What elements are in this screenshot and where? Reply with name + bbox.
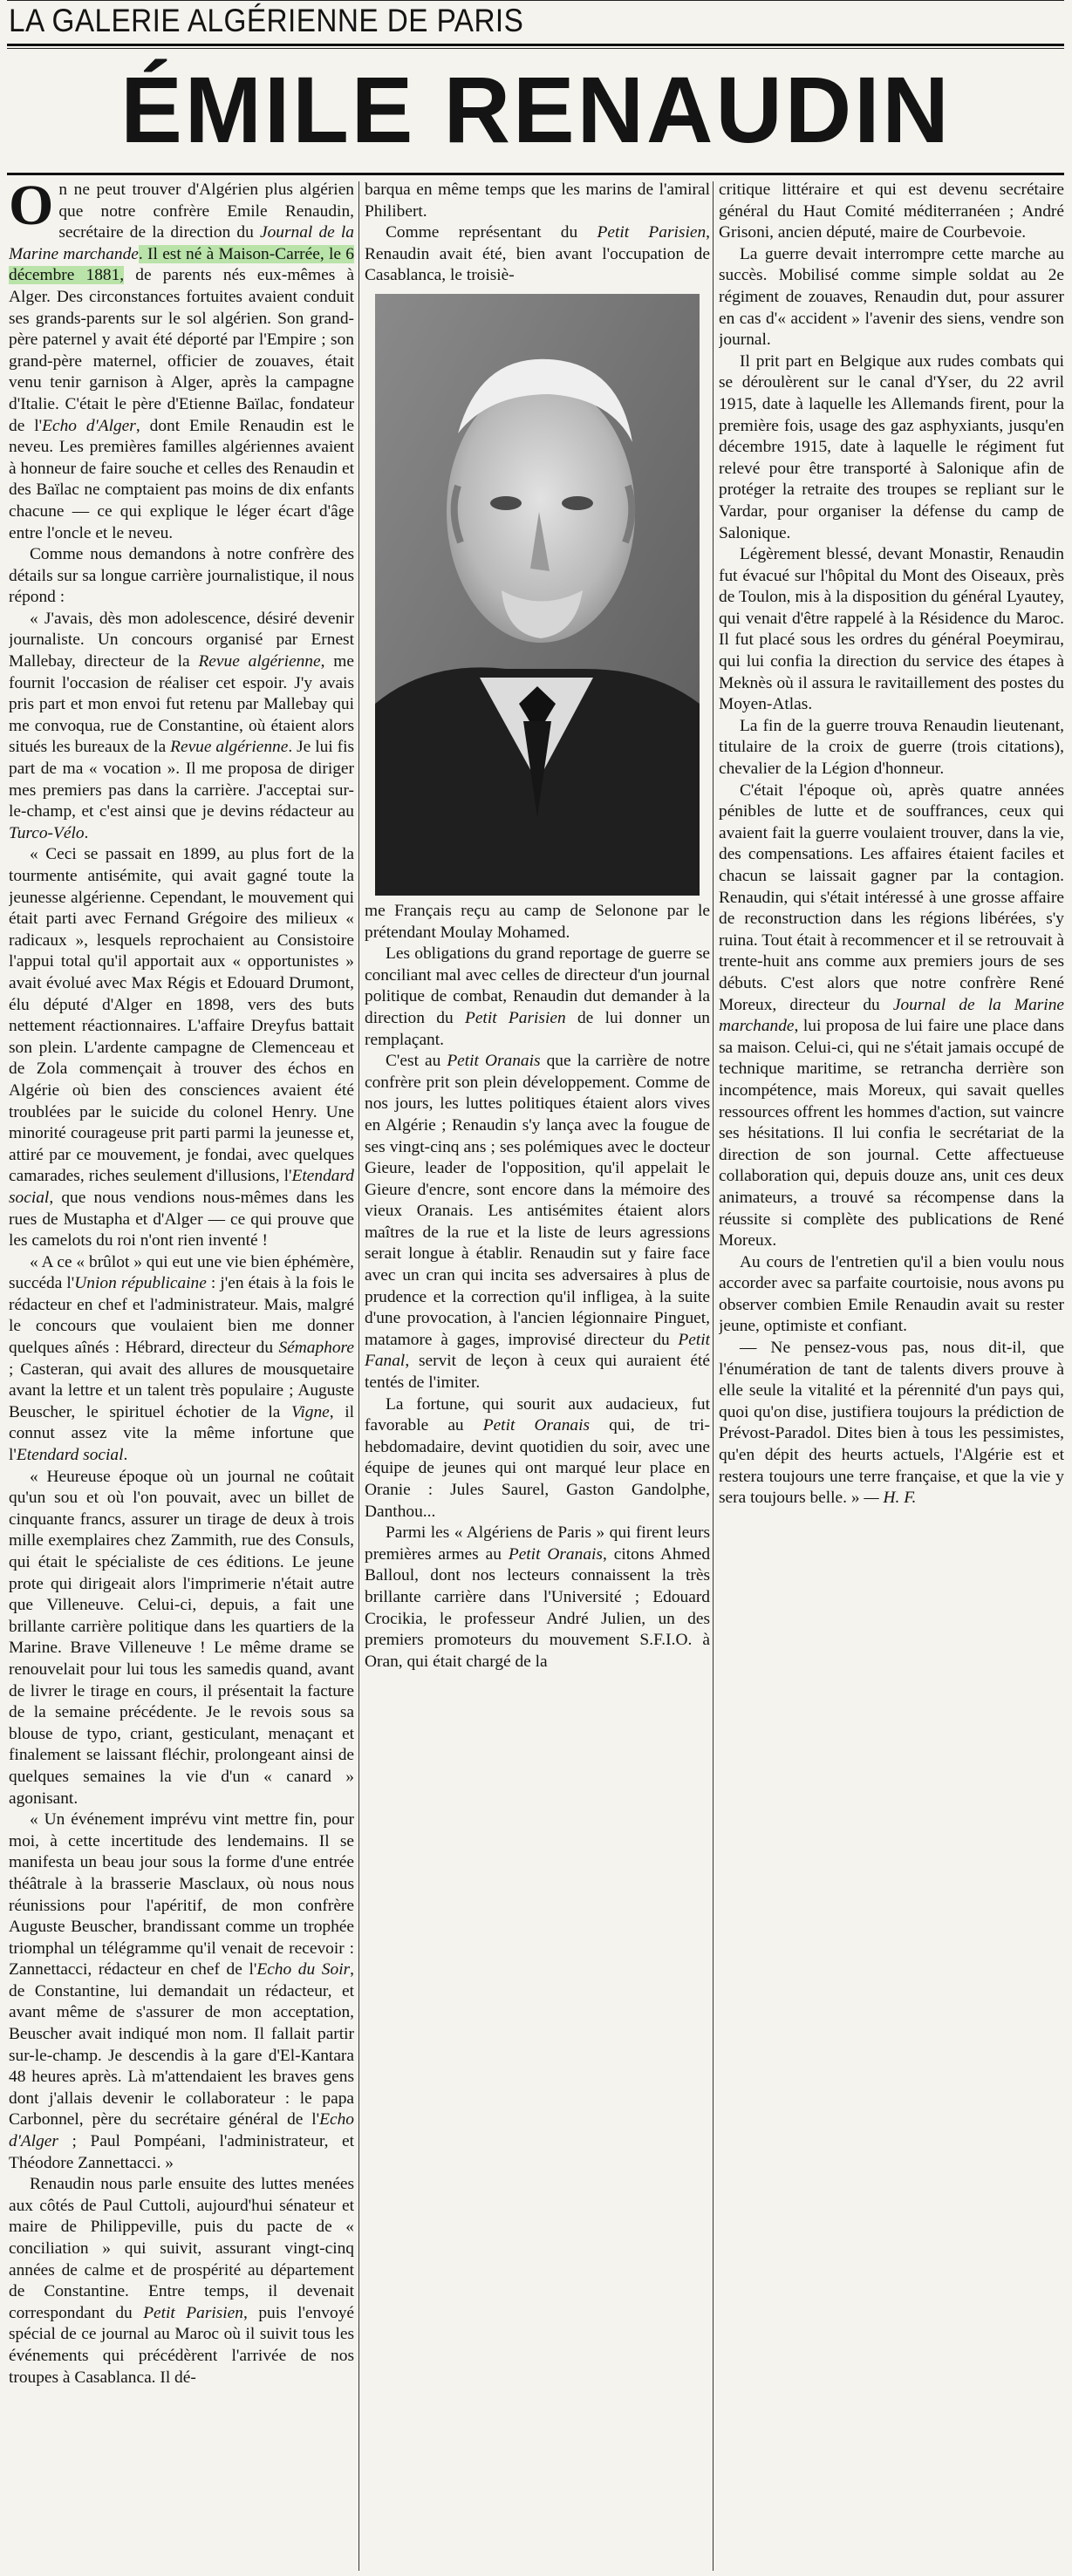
text-run: , que nous vendions nous-mêmes dans les rues de Mustapha et d'Alger — ce qui prouve que les camelots du roi n'ont rien inventé ! — [9, 1188, 354, 1251]
publication-name: Echo d'Alger — [42, 416, 136, 435]
publication-name: Petit Oranais — [508, 1544, 603, 1564]
paragraph — [365, 1051, 710, 1394]
text-run: Renaudin nous parle ensuite des luttes menées aux côtés de Paul Cuttoli, aujourd'hui sénateur et maire de Philippeville, puis du pacte de « conciliation » qui suivit, assurant vingt-cinq années de calme et de prospérité au département de Constantine. Entre temps, il devenait correspondant du — [9, 2175, 354, 2322]
column-divider-1 — [358, 181, 359, 2571]
portrait-photo — [375, 294, 700, 896]
article-title: ÉMILE RENAUDIN — [120, 57, 952, 162]
text-run: , puis l'envoyé spécial de ce journal au Maroc où il suivit tous les événements qui précédèrent l'arrivée de nos troupes à Casablanca. Il dé- — [9, 2303, 354, 2387]
text-run: : j'en étais à la fois le rédacteur en chef et l'administrateur. Mais, malgré le concours que voulaient bien me donner quelques aînés : Hébrard, directeur du — [9, 1274, 354, 1358]
text-run: n ne peut trouver d'Algérien plus algérien que notre confrère Emile Renaudin, secrétaire de la direction du — [58, 181, 354, 242]
portrait-image — [375, 294, 700, 896]
text-run: ; Casteran, qui avait des allures de mousquetaire avant la lettre et un talent très populaire ; Auguste Beuscher, le spirituel échotier de la — [9, 1360, 354, 1421]
publication-name: Turco-Vélo — [9, 823, 85, 842]
text-run: . — [84, 823, 89, 842]
paragraph — [9, 180, 354, 544]
publication-name: Vigne — [290, 1402, 330, 1421]
text-run: C'est au — [386, 1052, 447, 1071]
text-run: , Renaudin avait été, bien avant l'occupation de Casablanca, le troisiè- — [365, 223, 710, 285]
publication-name: Petit Oranais — [447, 1052, 541, 1071]
column-divider-2 — [713, 181, 714, 2571]
publication-name: Revue algérienne — [170, 738, 289, 757]
drop-cap: O — [9, 180, 54, 237]
publication-name: Petit Parisien — [464, 1008, 566, 1027]
publication-name: Echo du Soir — [256, 1960, 351, 1980]
publication-name: Sémaphore — [278, 1339, 354, 1358]
paragraph — [9, 2174, 354, 2389]
paragraph — [365, 222, 710, 287]
text-run: . — [123, 1446, 128, 1465]
publication-name: Petit Parisien — [143, 2303, 243, 2322]
text-run: , citons Ahmed Balloul, dont nos lecteurs connaissent la très brillante carrière dans l'Université ; Edouard Crocikia, le professeur André Julien, un des premiers promoteurs du mouvement S.F.I.O. à Oran, qui était chargé de la — [365, 1544, 710, 1671]
paragraph — [365, 1394, 710, 1523]
text-run: Parmi les « Algériens de Paris » qui firent leurs premières armes au — [365, 1523, 710, 1564]
paragraph — [719, 1338, 1064, 1509]
paragraph — [9, 844, 354, 1251]
publication-name: Journal de la Marine marchande — [9, 223, 354, 263]
text-run: , servit de leçon à ceux qui auraient été tentés de l'imiter. — [365, 1352, 710, 1393]
paragraph: barqua en même temps que les marins de l'amiral Philibert. — [365, 181, 710, 221]
publication-name: Revue algérienne — [198, 652, 321, 671]
text-run: de lui donner un remplaçant. — [365, 1008, 710, 1049]
text-run: « Un événement imprévu vint mettre fin, pour moi, à cette incertitude des lendemains. Il se manifesta un beau jour sous la forme d'une entrée théâtrale à la brasserie Masclaux, où nous nous réunissions pour l'apéritif, de mon confrère Auguste Beuscher, brandissant comme un trophée triomphal un télégramme qu'il venait de recevoir : Zannettacci, rédacteur en chef de l' — [9, 1810, 354, 1980]
paragraph: La fin de la guerre trouva Renaudin lieutenant, titulaire de la croix de guerre (trois citations), chevalier de la Légion d'honneur. — [719, 716, 1064, 779]
text-run: « A ce « brûlot » qui eut une vie bien éphémère, succéda l' — [9, 1252, 354, 1293]
text-run: C'était l'époque où, après quatre années pénibles de lutte et de souffrances, ceux qui avaient fait la guerre voulaient trouver, dans la vie, des compensations. Les affaires étaient faciles et chacun se laissait gagner par la contagion. Renaudin, qui s'était intéressé à une grosse affaire de reconstruction dans les régions libérées, s'y ruina. Tout était à recommencer et il se retrouvait à trente-huit ans comme aux premiers jours de ses débuts. C'est alors que notre confrère René Moreux, directeur du — [719, 780, 1064, 1014]
publication-name: Etendard social — [9, 1167, 354, 1207]
text-run: de parents nés eux-mêmes à Alger. Des circonstances fortuites avaient conduit ses grands-parents sur le sol algérien. Son grand-père paternel y avait été déporté par l'Empire ; son grand-père maternel, officier de zouaves, était venu tenir garnison à Alger, après la campagne d'Italie. C'était le père d'Etienne Baïlac, fondateur de l' — [9, 266, 354, 435]
text-run: , me fournit l'occasion de réaliser cet espoir. J'y avais pris part et mon envoi fut retenu par Mallebay qui me convoqua, rue de Constantine, où étaient alors situés les bureaux de la — [9, 652, 354, 757]
text-run: Comme représentant du — [386, 223, 597, 242]
publication-name: Union républicaine — [74, 1274, 207, 1293]
title-rule — [7, 173, 1064, 175]
paragraph — [9, 1252, 354, 1467]
text-run: La fortune, qui sourit aux audacieux, fut favorable au — [365, 1394, 710, 1435]
publication-name: Petit Oranais — [482, 1416, 591, 1435]
paragraph: Comme nous demandons à notre confrère des détails sur sa longue carrière journalistique, il nous répond : — [9, 545, 354, 607]
text-run: — Ne pensez-vous pas, nous dit-il, que l'énumération de tant de talents divers prouve à elle seule la vitalité et la pérennité d'un pays qui, quoi qu'on dise, justifiera toujours la prédiction de Prévost-Paradol. Dites bien à tous les pessimistes, qu'en dépit des heurts actuels, l'Algérie est et restera toujours une terre française, et que la vie y sera toujours belle. » — [719, 1339, 1064, 1508]
highlighted-birth-text: . Il est né à Maison-Carrée, le 6 décembre 1881, — [9, 244, 354, 285]
paragraph — [9, 1809, 354, 2174]
paragraph: « Heureuse époque où un journal ne coûtait qu'un sou et où l'on pouvait, avec un billet de cinquante francs, assurer un tirage de deux à trois mille exemplaires chez Zammith, rue des Consuls, qui était le spécialiste de ces éditions. Le jeune prote qui dirigeait alors l'imprimerie n'était autre que Villeneuve. Celui-ci, depuis, a fait une brillante carrière politique dans les quartiers de la Marine. Brave Villeneuve ! Le même drame se renouvelait pour lui tous les samedis quand, avant de livrer le tirage en cours, il présentait la facture de la semaine précédente. Je le revois sous sa blouse de typo, criant, gesticulant, menaçant et finalement se laissant fléchir, prolongeant ainsi de quelques semaines la vie d'un « canard » agonisant. — [9, 1467, 354, 1808]
text-run: que la carrière de notre confrère prit son plein développement. Comme de nos jours, les luttes politiques étaient alors vives en Algérie ; Renaudin s'y lança avec la fougue de ses vingt-cinq ans ; ses polémiques avec le docteur Gieure, leader de l'opposition, qu'il appelait le Gieure d'encre, sont encore dans la mémoire des vieux Oranais. Les antisémites étaient alors maîtres de la rue et la liste de leurs agressions serait longue à établir. Renaudin sut y faire face avec un cran qui incita ses adversaires à plus de prudence et la correction qu'il infligea, à la suite d'une provocation, à l'ancien légionnaire Pinguet, matamore à gages, improvisé directeur du — [365, 1052, 710, 1349]
publication-name: Journal de la Marine marchande — [719, 995, 1064, 1036]
column-1 — [9, 180, 354, 2569]
paragraph — [365, 944, 710, 1051]
column-3 — [719, 180, 1064, 2569]
text-run: « Ceci se passait en 1899, au plus fort de la tourmente antisémite, qui avait gagné toute la jeunesse algérienne. Cependant, le mouvement qui était parti avec Fernand Grégoire des milieux « radicaux », lesquels reprochaient au Consistoire l'appui total qu'il apportait aux « opportunistes » avait évolué avec Max Régis et Edouard Drumont, élu député d'Alger en 1898, vers des buts nettement réactionnaires. L'affaire Dreyfus battait son plein. L'ardente campagne de Clemenceau et de Zola commençait à trouver des échos en Algérie où bien des consciences avaient été troublées par le suicide du colonel Henry. Une minorité courageuse prit parti parmi la jeunesse et, attiré par ce mouvement, je fondai, avec quelques camarades, riches seulement d'illusions, l' — [9, 845, 354, 1186]
publication-name: Echo d'Alger — [9, 2110, 354, 2151]
text-run: , de Constantine, lui demandait un rédacteur, et avant même de s'assurer de mon acceptation, Beuscher avait indiqué mon nom. Il fallait partir sur-le-champ. Je descendis à la gare d'El-Kantara 48 heures après. Là m'attendaient les braves gens dont j'allais devenir le collaborateur : le papa Carbonnel, père du secrétaire général de l' — [9, 1960, 354, 2130]
text-run: . Je lui fis part de ma « vocation ». Il me proposa de diriger mes premiers pas dans la carrière. J'acceptai sur-le-champ, et c'est ainsi que je devins rédacteur au — [9, 738, 354, 821]
text-run: qui, de tri-hebdomadaire, devint quotidien du soir, avec une équipe de jeunes qui ont marqué leur place en Oranie : Jules Saurel, Gaston Gandolphe, Danthou... — [365, 1416, 710, 1521]
text-run: , dont Emile Renaudin est le neveu. Les premières familles algériennes avaient à honneur de faire souche et celles des Renaudin et des Baïlac ne comptaient pas moins de dix enfants chacune — ce qui explique le léger écart d'âge entre l'oncle et le neveu. — [9, 416, 354, 542]
text-run: , lui proposa de lui faire une place dans sa maison. Celui-ci, qui ne s'était jamais occupé de technique maritime, se retrancha derrière son incompétence, mais Moreux, qui savait quelles ressources offrent les hommes d'action, sut vaincre ses hésitations. Il lui confia le secrétariat de la direction de son journal. Cette affectueuse collaboration qui, depuis douze ans, unit ces deux animateurs, a trouvé sa récompense dans la réussite si complète des publications de René Moreux. — [719, 1017, 1064, 1251]
paragraph: Légèrement blessé, devant Monastir, Renaudin fut évacué sur l'hôpital du Mont des Oiseaux, près de Toulon, mis à la disposition du général Lyautey, qui venait d'être rappelé à la Résidence du Maroc. Il fut placé sous les ordres du général Poeymirau, qui lui confia la direction du service des étapes à Meknès où il assura le ravitaillement des postes du Moyen-Atlas. — [719, 545, 1064, 714]
paragraph: me Français reçu au camp de Selonone par le prétendant Moulay Mohamed. — [365, 901, 710, 942]
paragraph — [9, 609, 354, 845]
paragraph: critique littéraire et qui est devenu secrétaire général du Haut Comité méditerranéen ; André Grisoni, ancien député, maire de Courbevoie. — [719, 181, 1064, 242]
text-run: ; Paul Pompéani, l'administrateur, et Théodore Zannettacci. » — [9, 2132, 354, 2172]
publication-name: Petit Parisien — [597, 223, 707, 242]
text-run: Les obligations du grand reportage de guerre se conciliant mal avec celles de directeur d'un journal politique de combat, Renaudin dut demander à la direction du — [365, 944, 710, 1027]
paragraph: Il prit part en Belgique aux rudes combats qui se déroulèrent sur le canal d'Yser, du 22 avril 1915, date à laquelle les Allemands firent, pour la première fois, usage des gaz asphyxiants, jusqu'en décembre 1915, date à laquelle le régiment fut relevé pour être transporté à Salonique afin de protéger la retraite des troupes se repliant sur le Vardar, pour organiser la défense du camp de Salonique. — [719, 351, 1064, 542]
author-signature: — H. F. — [864, 1489, 917, 1508]
column-2 — [365, 180, 710, 2569]
text-run: « J'avais, dès mon adolescence, désiré devenir journaliste. Un concours organisé par Ernest Mallebay, directeur de la — [9, 609, 354, 671]
series-heading: LA GALERIE ALGÉRIENNE DE PARIS — [9, 3, 524, 38]
publication-name: Petit Fanal — [365, 1330, 710, 1371]
paragraph: La guerre devait interrompre cette marche au succès. Mobilisé comme simple soldat au 2e régiment de zouaves, Renaudin dut, pour assurer en cas d'« accident » l'avenir des siens, vendre son journal. — [719, 244, 1064, 350]
paragraph: Au cours de l'entretien qu'il a bien voulu nous accorder avec sa parfaite courtoisie, nous avons pu observer combien Emile Renaudin avait su rester jeune, optimiste et confiant. — [719, 1252, 1064, 1336]
paragraph — [365, 1523, 710, 1673]
text-run: , il connut assez vite la même infortune que l' — [9, 1402, 354, 1465]
header-rule-upper — [7, 44, 1064, 46]
top-rule — [7, 0, 1064, 1]
publication-name: Etendard social — [16, 1446, 124, 1465]
paragraph — [719, 780, 1064, 1252]
